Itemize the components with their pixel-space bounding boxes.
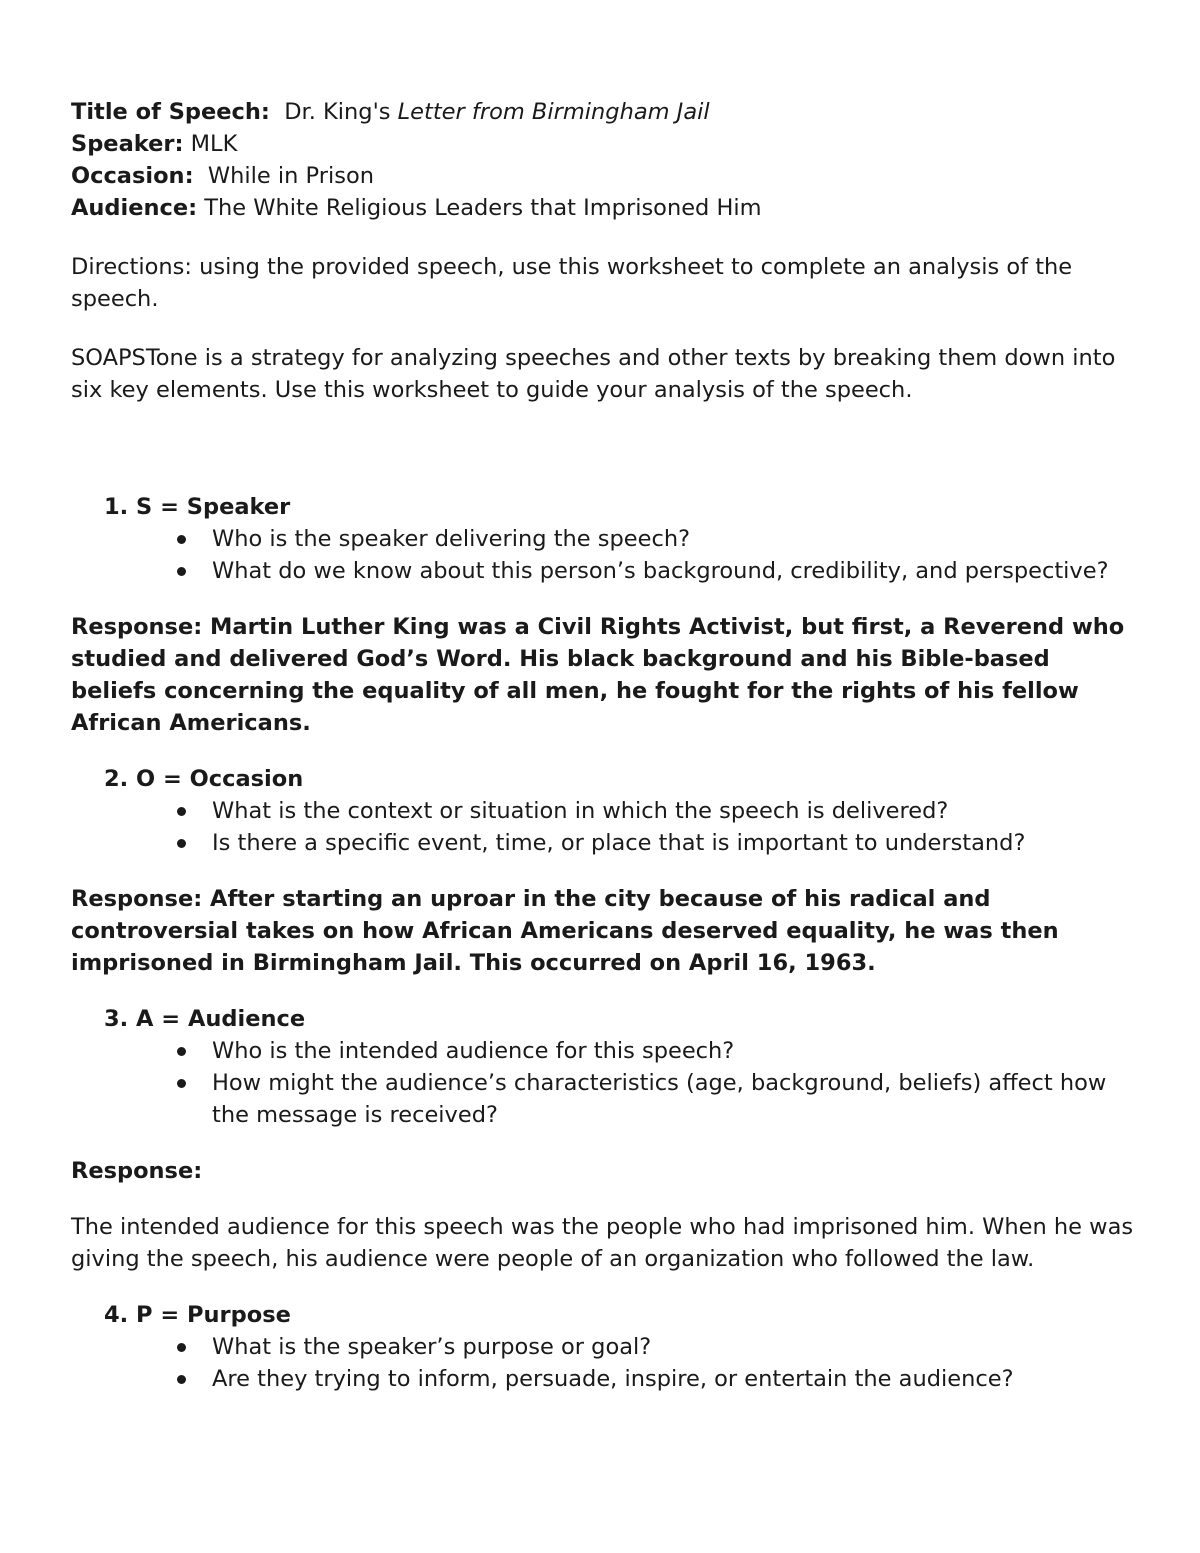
section-occasion-heading: 2. O = Occasion [104, 766, 304, 792]
section-purpose-heading: 4. P = Purpose [104, 1302, 291, 1328]
section-purpose-questions [71, 1331, 1141, 1395]
question-item: Who is the intended audience for this speech? [212, 1035, 1141, 1067]
speaker-response: Response: Martin Luther King was a Civil Rights Activist, but first, a Reverend who studied and delivered God’s Word. His black background and his Bible-based beliefs concerning the equality of all men, he fought for the rights of his fellow African Americans. [71, 614, 1125, 736]
audience-response-label: Response: [71, 1158, 203, 1184]
section-audience-questions [71, 1035, 1141, 1131]
audience-value: The White Religious Leaders that Imprisoned Him [204, 195, 762, 221]
title-italic: Letter from Birmingham Jail [397, 99, 710, 125]
question-item: What is the context or situation in which the speech is delivered? [212, 795, 1141, 827]
section-audience-heading: 3. A = Audience [104, 1006, 306, 1032]
audience-response-body: The intended audience for this speech was the people who had imprisoned him. When he was giving the speech, his audience were people of an organization who followed the law. [71, 1214, 1134, 1272]
section-occasion-questions [71, 795, 1141, 859]
occasion-line [71, 160, 1141, 192]
worksheet-page [71, 96, 1141, 1395]
audience-line [71, 192, 1141, 224]
speaker-value: MLK [190, 131, 238, 157]
occasion-value: While in Prison [207, 163, 374, 189]
question-item: Who is the speaker delivering the speech? [212, 523, 1141, 555]
question-item: Is there a specific event, time, or place that is important to understand? [212, 827, 1141, 859]
speaker-label: Speaker: [71, 131, 184, 157]
section-speaker-questions [71, 523, 1141, 587]
title-label: Title of Speech: [71, 99, 270, 125]
occasion-label: Occasion: [71, 163, 194, 189]
speaker-line [71, 128, 1141, 160]
intro-text: SOAPSTone is a strategy for analyzing speeches and other texts by breaking them down into six key elements. Use this worksheet to guide your analysis of the speech. [71, 345, 1116, 403]
section-speaker-heading: 1. S = Speaker [104, 494, 291, 520]
audience-label: Audience: [71, 195, 198, 221]
directions-text: Directions: using the provided speech, use this worksheet to complete an analysis of the speech. [71, 254, 1073, 312]
occasion-response: Response: After starting an uproar in the city because of his radical and controversial takes on how African Americans deserved equality, he was then imprisoned in Birmingham Jail. This occurred on April 16, 1963. [71, 886, 1059, 976]
title-line [71, 96, 1141, 128]
question-item: How might the audience’s characteristics (age, background, beliefs) affect how the message is received? [212, 1067, 1141, 1131]
question-item: Are they trying to inform, persuade, inspire, or entertain the audience? [212, 1363, 1141, 1395]
title-prefix: Dr. King's [284, 99, 391, 125]
question-item: What do we know about this person’s background, credibility, and perspective? [212, 555, 1141, 587]
question-item: What is the speaker’s purpose or goal? [212, 1331, 1141, 1363]
